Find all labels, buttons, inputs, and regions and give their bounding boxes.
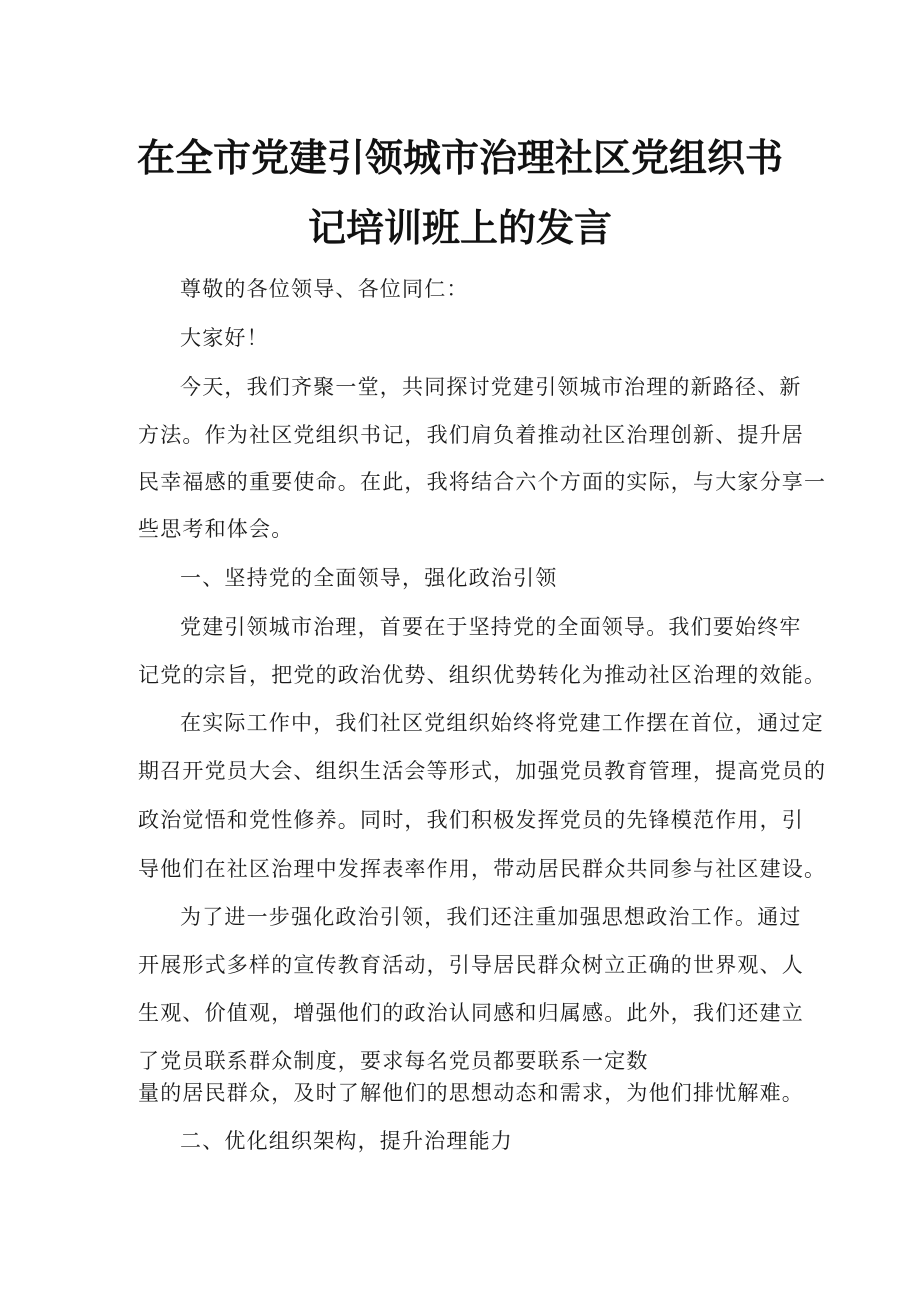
paragraph-line: 今天，我们齐聚一堂，共同探讨党建引领城市治理的新路径、新	[180, 375, 802, 399]
document-title-line-2: 记培训班上的发言	[307, 206, 612, 250]
paragraph-line: 民幸福感的重要使命。在此，我将结合六个方面的实际，与大家分享一	[138, 470, 827, 494]
document-title-line-1: 在全市党建引领城市治理社区党组织书	[136, 136, 783, 180]
paragraph-line: 记党的宗旨，把党的政治优势、组织优势转化为推动社区治理的效能。	[138, 663, 827, 687]
paragraph-line: 些思考和体会。	[138, 517, 294, 541]
paragraph-line: 生观、价值观，增强他们的政治认同感和归属感。此外，我们还建立	[138, 1001, 804, 1025]
section-heading-1: 一、坚持党的全面领导，强化政治引领	[180, 566, 558, 590]
paragraph-line: 为了进一步强化政治引领，我们还注重加强思想政治工作。通过	[180, 905, 802, 929]
paragraph-line: 了党员联系群众制度，要求每名党员都要联系一定数	[138, 1049, 649, 1073]
paragraph-line: 方法。作为社区党组织书记，我们肩负着推动社区治理创新、提升居	[138, 423, 804, 447]
paragraph-line: 期召开党员大会、组织生活会等形式，加强党员教育管理，提高党员的	[138, 759, 827, 783]
paragraph-line: 开展形式多样的宣传教育活动，引导居民群众树立正确的世界观、人	[138, 953, 804, 977]
greeting: 大家好！	[180, 326, 269, 350]
salutation: 尊敬的各位领导、各位同仁：	[180, 277, 469, 301]
paragraph-line: 导他们在社区治理中发挥表率作用，带动居民群众共同参与社区建设。	[138, 857, 827, 881]
section-heading-2: 二、优化组织架构，提升治理能力	[180, 1129, 513, 1153]
paragraph-line: 在实际工作中，我们社区党组织始终将党建工作摆在首位，通过定	[180, 711, 824, 735]
paragraph-line: 党建引领城市治理，首要在于坚持党的全面领导。我们要始终牢	[180, 615, 802, 639]
paragraph-line: 量的居民群众，及时了解他们的思想动态和需求，为他们排忧解难。	[138, 1081, 804, 1105]
paragraph-line: 政治觉悟和党性修养。同时，我们积极发挥党员的先锋模范作用，引	[138, 808, 804, 832]
